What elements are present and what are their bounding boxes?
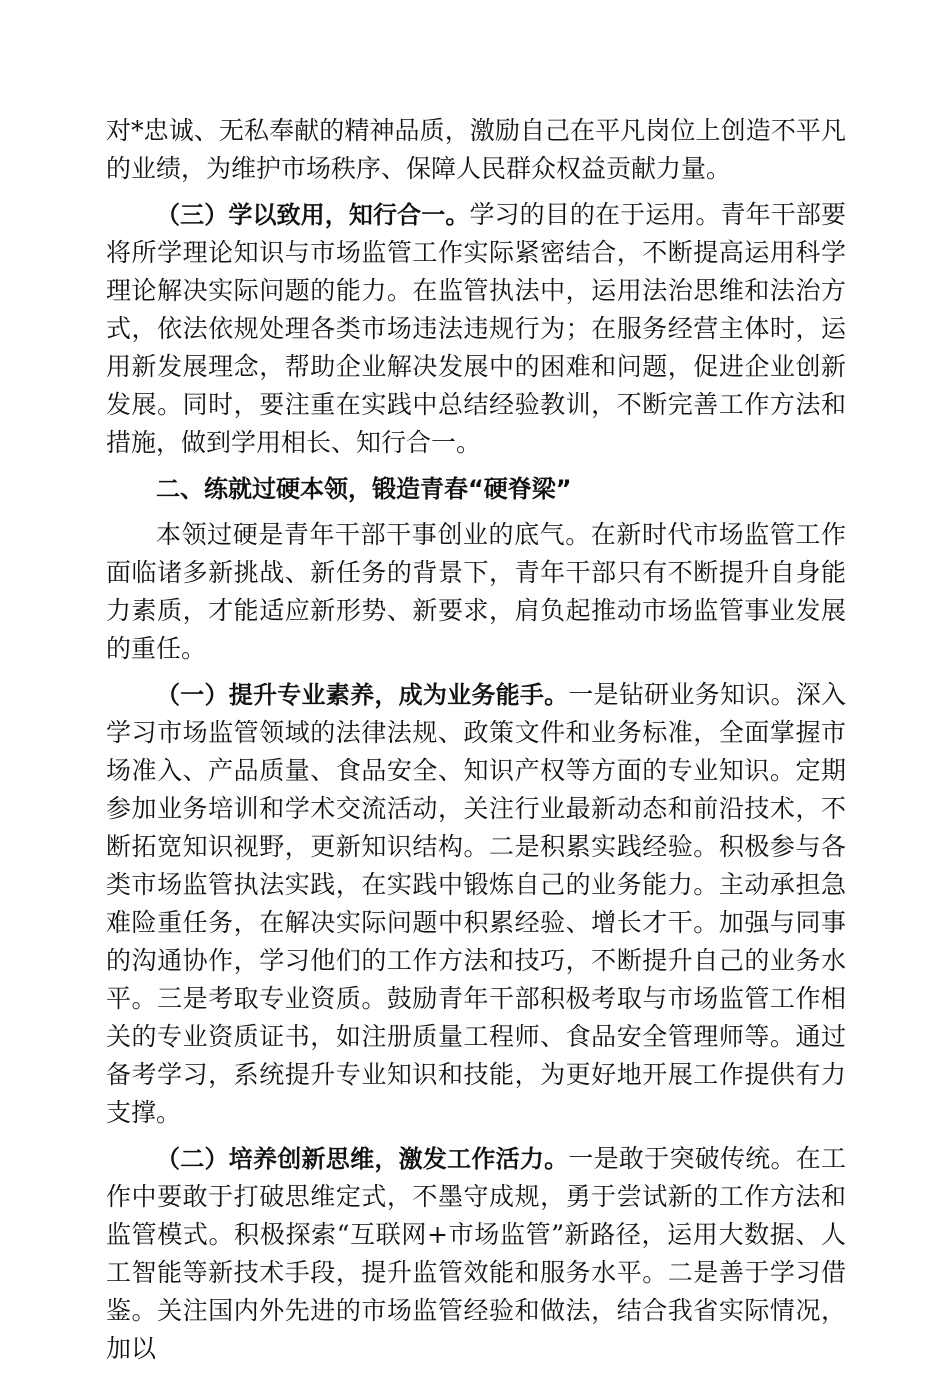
paragraph-subsection-one: [106, 676, 846, 1132]
paragraph-lead-title: （三）学以致用，知行合一。: [156, 201, 470, 229]
paragraph-subsection-two: [106, 1140, 846, 1368]
paragraph-text: 一是钻研业务知识。深入学习市场监管领域的法律法规、政策文件和业务标准，全面掌握市场准入、产品质量、食品安全、知识产权等方面的专业知识。定期参加业务培训和学术交流活动，关注行业最新动态和前沿技术，不断拓宽知识视野，更新知识结构。二是积累实践经验。积极参与各类市场监管执法实践，在实践中锻炼自己的业务能力。主动承担急难险重任务，在解决实际问题中积累经验、增长才干。加强与同事的沟通协作，学习他们的工作方法和技巧，不断提升自己的业务水平。三是考取专业资质。鼓励青年干部积极考取与市场监管工作相关的专业资质证书，如注册质量工程师、食品安全管理师等。通过备考学习，系统提升专业知识和技能，为更好地开展工作提供有力支撑。: [106, 680, 846, 1127]
section-heading: 二、练就过硬本领，锻造青春“硬脊梁”: [156, 475, 572, 503]
paragraph-text: 本领过硬是青年干部干事创业的底气。在新时代市场监管工作面临诸多新挑战、新任务的背景下，青年干部只有不断提升自身能力素质，才能适应新形势、新要求，肩负起推动市场监管事业发展的重任。: [106, 520, 846, 663]
paragraph-lead-title: （二）培养创新思维，激发工作活力。: [156, 1145, 569, 1173]
paragraph-text: 一是敢于突破传统。在工作中要敢于打破思维定式，不墨守成规，勇于尝试新的工作方法和监管模式。积极探索“互联网+市场监管”新路径，运用大数据、人工智能等新技术手段，提升监管效能和服务水平。二是善于学习借鉴。关注国内外先进的市场监管经验和做法，结合我省实际情况，加以: [106, 1144, 846, 1363]
paragraph-text: 学习的目的在于运用。青年干部要将所学理论知识与市场监管工作实际紧密结合，不断提高运用科学理论解决实际问题的能力。在监管执法中，运用法治思维和法治方式，依法依规处理各类市场违法违规行为；在服务经营主体时，运用新发展理念，帮助企业解决发展中的困难和问题，促进企业创新发展。同时，要注重在实践中总结经验教训，不断完善工作方法和措施，做到学用相长、知行合一。: [106, 200, 846, 457]
paragraph-continuation: [106, 112, 846, 188]
paragraph-lead-title: （一）提升专业素养，成为业务能手。: [156, 681, 569, 709]
paragraph-intro: [106, 516, 846, 668]
paragraph-section-three: [106, 196, 846, 462]
document-body: [106, 112, 846, 1376]
paragraph-text: 对*忠诚、无私奉献的精神品质，激励自己在平凡岗位上创造不平凡的业绩，为维护市场秩序、保障人民群众权益贡献力量。: [106, 116, 846, 183]
